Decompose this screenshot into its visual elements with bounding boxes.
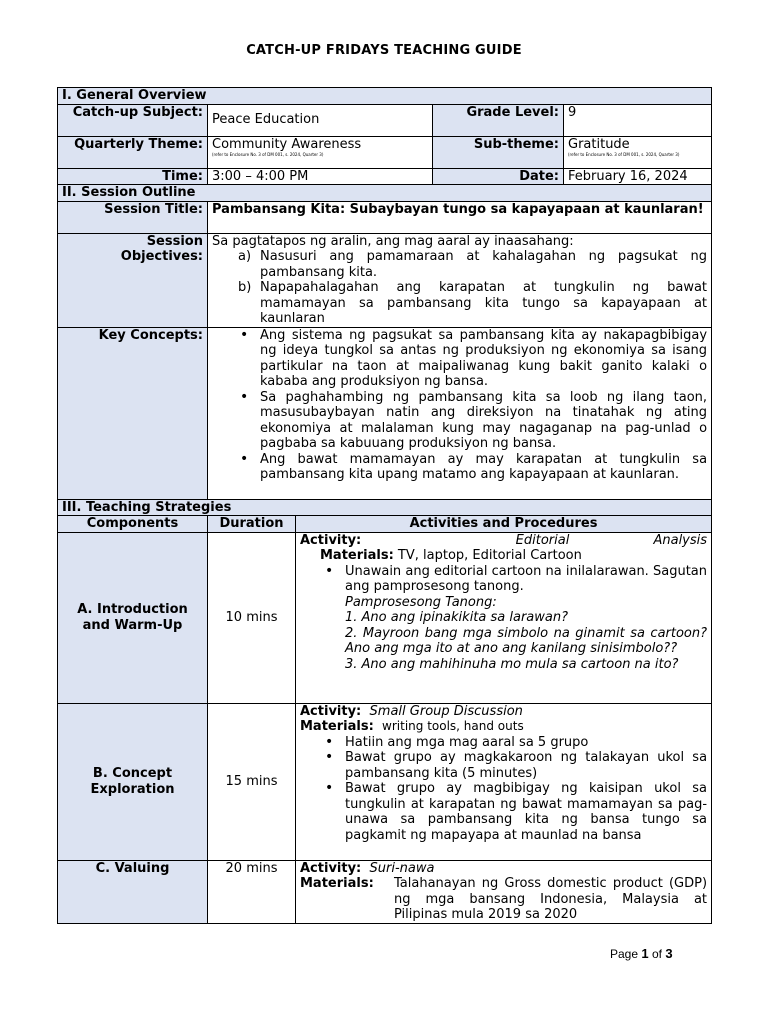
teaching-guide-table (57, 87, 712, 924)
duration-valuing: 20 mins (208, 860, 296, 923)
date-label: Date: (433, 168, 564, 185)
materials-value: Talahanayan ng Gross domestic product (GDP) ng mga bansang Indonesia, Malaysia at Pilipinas mula 2019 sa 2020 (394, 876, 708, 922)
sub-theme-cell (564, 136, 712, 168)
processing-questions-label: Pamprosesong Tanong: (345, 594, 497, 610)
document-title: CATCH-UP FRIDAYS TEACHING GUIDE (246, 43, 522, 58)
activity-label: Activity: (300, 703, 362, 719)
intro-bullets (300, 564, 707, 673)
page-footer (610, 946, 673, 961)
exploration-bullets (300, 735, 707, 844)
key-concept-item: • Ang bawat mamamayan ay may karapatan at tungkulin sa pambansang kita upang matamo ang kapayapaan at kaunlaran. (260, 452, 707, 483)
quarterly-theme-cell (208, 136, 433, 168)
sub-theme-note: (refer to Enclosure No. 3 of DM 001, s. 2024, Quarter 3) (568, 152, 680, 157)
exploration-bullet: • Bawat grupo ay magkakaroon ng talakayan ukol sa pambansang kita (5 minutes) (345, 750, 707, 781)
activities-concept-exploration (296, 703, 712, 860)
date-value: February 16, 2024 (564, 168, 712, 185)
activity-line (300, 533, 707, 549)
duration-concept-exploration: 15 mins (208, 703, 296, 860)
key-concept-item: • Sa paghahambing ng pambansang kita sa loob ng ilang taon, masusubaybayan natin ang direksiyon na tinatahak ng ating ekonomiya at malalaman kung may nagaganap na pag-unlad o pagbaba sa kabuuang produksiyon ng bansa. (260, 390, 707, 452)
activity-label: Activity: (300, 860, 362, 876)
duration-introduction: 10 mins (208, 532, 296, 703)
activity-label: Activity: (300, 532, 362, 548)
materials-label: Materials: (300, 719, 374, 734)
materials-label: Materials: (320, 548, 394, 563)
component-concept-exploration: B. Concept Exploration (58, 703, 208, 860)
quarterly-theme-note: (refer to Enclosure No. 3 of DM 001, s. 2024, Quarter 3) (212, 152, 324, 157)
activity-name: Editorial Analysis (515, 532, 708, 548)
session-title-value: Pambansang Kita: Subaybayan tungo sa kapayapaan at kaunlaran! (208, 201, 712, 233)
session-objectives-cell (208, 233, 712, 327)
duration-header: Duration (208, 516, 296, 533)
time-label: Time: (58, 168, 208, 185)
page-word: Page (610, 947, 639, 961)
key-concepts-label: Key Concepts: (58, 327, 208, 499)
objectives-intro: Sa pagtatapos ng aralin, ang mag aaral ay inaasahang: (212, 233, 574, 249)
page-total: 3 (665, 946, 673, 961)
of-word: of (651, 947, 662, 961)
subject-label: Catch-up Subject: (58, 104, 208, 136)
component-introduction: A. Introduction and Warm-Up (58, 532, 208, 703)
activity-line (300, 861, 707, 877)
session-outline-heading: II. Session Outline (58, 185, 712, 202)
materials-value: writing tools, hand outs (382, 719, 524, 733)
objective-item: a) Nasusuri ang pamamaraan at kahalagahan ng pagsukat ng pambansang kita. (238, 249, 708, 280)
materials-line (300, 876, 707, 923)
sub-theme-value: Gratitude (568, 136, 630, 152)
time-value: 3:00 – 4:00 PM (208, 168, 433, 185)
exploration-bullet: • Hatiin ang mga mag aaral sa 5 grupo (345, 735, 707, 751)
page-number: 1 (641, 946, 649, 961)
activity-name: Small Group Discussion (369, 703, 523, 719)
materials-value: TV, laptop, Editorial Cartoon (397, 548, 582, 563)
activity-name: Suri-nawa (369, 860, 435, 876)
activities-valuing (296, 860, 712, 923)
components-header: Components (58, 516, 208, 533)
component-valuing: C. Valuing (58, 860, 208, 923)
materials-line (300, 719, 707, 735)
sub-theme-label: Sub-theme: (433, 136, 564, 168)
intro-bullet: • Unawain ang editorial cartoon na inilalarawan. Sagutan ang pamprosesong tanong. Pamprosesong Tanong: 1. Ano ang ipinakikita sa larawan? 2. Mayroon bang mga simbolo na ginamit sa cartoon? Ano ang mga ito at ano ang kanilang sinisimbolo?? 3. Ano ang mahihinuha mo mula sa cartoon na ito? (345, 564, 707, 673)
subject-value: Peace Education (208, 104, 433, 136)
quarterly-theme-label: Quarterly Theme: (58, 136, 208, 168)
exploration-bullet: • Bawat grupo ay magbibigay ng kaisipan ukol sa tungkulin at karapatan ng bawat mamamayan sa pag-unawa sa pambansang kita ng bansa tungo sa pagkamit ng mapayapa at maunlad na bansa (345, 781, 707, 843)
general-overview-heading: I. General Overview (58, 88, 712, 105)
materials-line (300, 548, 707, 564)
grade-level-label: Grade Level: (433, 104, 564, 136)
activities-header: Activities and Procedures (296, 516, 712, 533)
grade-level-value: 9 (564, 104, 712, 136)
session-objectives-label: Session Objectives: (58, 233, 208, 327)
materials-label: Materials: (300, 876, 374, 891)
objectives-list (212, 249, 707, 327)
quarterly-theme-value: Community Awareness (212, 136, 362, 152)
processing-question: 2. Mayroon bang mga simbolo na ginamit sa cartoon? Ano ang mga ito at ano ang kanilang sinisimbolo?? (345, 625, 708, 656)
processing-question: 1. Ano ang ipinakikita sa larawan? (345, 610, 568, 625)
key-concept-item: • Ang sistema ng pagsukat sa pambansang kita ay nakapagbibigay ng ideya tungkol sa antas ng produksiyon ng ekonomiya sa isang partikular na taon at maipaliwanag kung bakit ganito kalaki o kababa ang produksiyon ng bansa. (260, 328, 707, 390)
activity-line (300, 704, 707, 720)
key-concepts-cell (208, 327, 712, 499)
activities-introduction (296, 532, 712, 703)
objective-item: b) Napapahalagahan ang karapatan at tungkulin ng bawat mamamayan sa pambansang kita tungo sa kapayapaan at kaunlaran (238, 280, 708, 326)
key-concepts-list (212, 328, 707, 483)
teaching-strategies-heading: III. Teaching Strategies (58, 499, 712, 516)
session-title-label: Session Title: (58, 201, 208, 233)
processing-question: 3. Ano ang mahihinuha mo mula sa cartoon na ito? (345, 656, 679, 672)
